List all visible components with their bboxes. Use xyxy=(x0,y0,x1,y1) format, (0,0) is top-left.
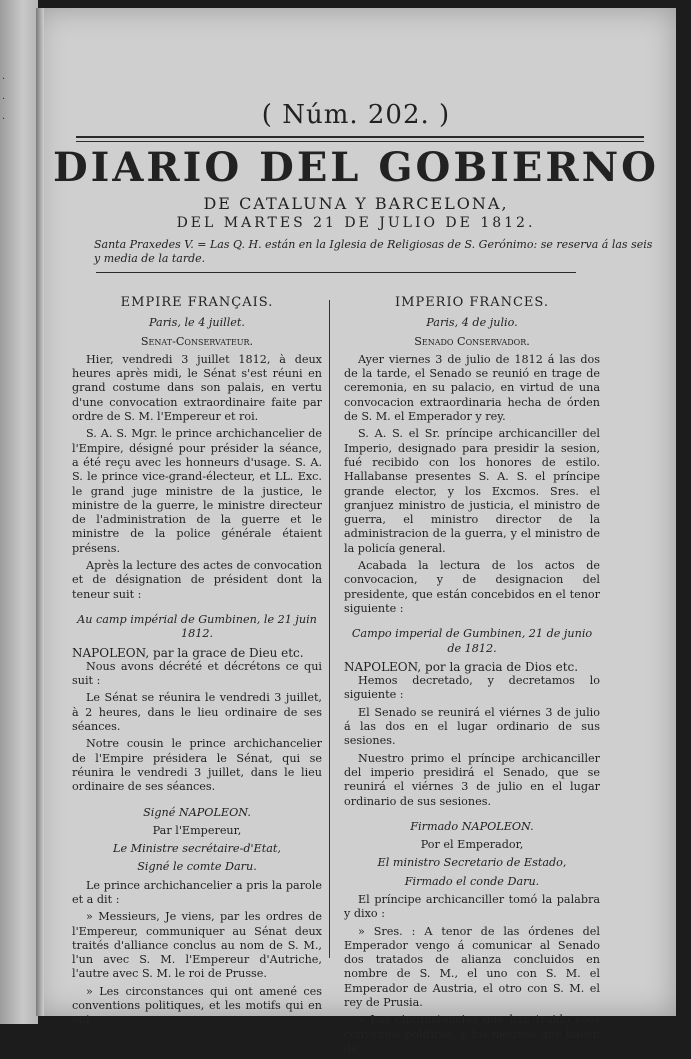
french-paragraph: Hier, vendredi 3 juillet 1812, à deux heures après midi, le Sénat s'est réuni en grand costume dans son palais, en vertu d'une convocation extraordinaire faite par ordre de S. M. l'Empereur et roi. xyxy=(72,352,322,424)
french-paragraph: » Les circonstances qui ont amené ces conventions politiques, et les motifs qui en ont xyxy=(72,984,322,1027)
french-decree-line: Notre cousin le prince archichancelier de l'Empire présidera le Sénat, qui se réunira le vendredi 3 juillet, dans le lieu ordinaire de ses séances. xyxy=(72,737,322,794)
edge-marks: · · · xyxy=(2,74,6,125)
spanish-paragraph: Acabada la lectura de los actos de convocacion, y de designacion del presidente, que están concebidos en el tenor siguiente : xyxy=(344,559,600,615)
spanish-decree-line: El Senado se reunirá el viérnes 3 de julio á las dos en el lugar ordinario de sus sesiones. xyxy=(344,705,600,748)
french-paragraph: Après la lecture des actes de convocation et de désignation de président dont la teneur suit : xyxy=(72,559,322,601)
column-divider xyxy=(329,300,330,958)
spanish-paragraph: » Las circunstancias que han traido esos convenios políticos, y los motivos que hacen de- xyxy=(344,1013,600,1055)
french-decree-head: NAPOLEON, par la grace de Dieu etc. xyxy=(72,645,304,660)
french-paragraph: S. A. S. Mgr. le prince archichancelier de l'Empire, désigné pour présider la séance, a été reçu avec les honneurs d'usage. S. A. S. le prince vice-grand-électeur, et LL. Exc. le grand juge ministre de la justice, le ministre de la guerre, le ministre directeur de l'administration de la guerre et le ministre de la police générale étaient présens. xyxy=(72,427,322,555)
previous-page-edge xyxy=(0,0,38,1024)
french-paragraph: Le prince archichancelier a pris la parole et a dit : xyxy=(72,878,322,906)
issue-number: ( Núm. 202. ) xyxy=(261,100,451,130)
saints-notice: Santa Praxedes V. = Las Q. H. están en la Iglesia de Religiosas de S. Gerónimo: se reserva á las seis y media de la tarde. xyxy=(94,238,653,265)
issue-date: DEL MARTES 21 DE JULIO DE 1812. xyxy=(176,215,536,231)
top-rule xyxy=(76,136,644,138)
french-signed: Signé NAPOLEON. xyxy=(143,805,251,819)
masthead-subtitle: DE CATALUNA Y BARCELONA, xyxy=(203,194,509,213)
spanish-paragraph: S. A. S. el Sr. príncipe archicanciller del Imperio, designado para presidir la sesion, fué recibido con los honores de estilo. Hallabanse presentes S. A. S. el príncipe grande elector, y los Excmos. Sres. el granjuez ministro de justicia, el ministro de guerra, el ministro director de la administracion de la guerra, y el ministro de la policía general. xyxy=(344,427,600,555)
french-decree-line: Nous avons décrété et décrétons ce qui suit : xyxy=(72,659,322,688)
spanish-paragraph: » Sres. : A tenor de las órdenes del Emperador vengo á comunicar al Senado dos tratados de alianza concluidos en nombre de S. M., el uno con S. M. el Emperador de Austria, el otro con S. M. el rey de Prusia. xyxy=(344,924,600,1010)
french-section: Senat-Conservateur. xyxy=(140,334,254,348)
spanish-minister: El ministro Secretario de Estado, xyxy=(377,856,567,870)
spanish-heading: IMPERIO FRANCES. xyxy=(395,295,549,310)
french-paragraph: » Messieurs, Je viens, par les ordres de l'Empereur, communiquer au Sénat deux traités d'alliance conclus au nom de S. M., l'un avec S. M. l'Empereur d'Autriche, l'autre avec S. M. le roi de Prusse. xyxy=(72,910,322,981)
french-decree-line: Le Sénat se réunira le vendredi 3 juillet, à 2 heures, dans le lieu ordinaire de ses séances. xyxy=(72,691,322,734)
french-par: Par l'Empereur, xyxy=(152,823,242,837)
spanish-paragraph: El príncipe archicanciller tomó la palabra y dixo : xyxy=(344,892,600,921)
french-signed-daru: Signé le comte Daru. xyxy=(137,860,257,874)
masthead-title: DIARIO DEL GOBIERNO xyxy=(52,144,660,191)
spanish-decree-line: Nuestro primo el príncipe archicanciller del imperio presidirá el Senado, que se reunirá el viérnes 3 de julio en el lugar ordinario de sus sesiones. xyxy=(344,751,600,808)
spanish-paragraph: Ayer viernes 3 de julio de 1812 á las dos de la tarde, el Senado se reunió en trage de ceremonia, en su palacio, en virtud de una convocacion extraordinaria hecha de órden de S. M. el Emperador y rey. xyxy=(344,352,600,424)
spanish-signed: Firmado NAPOLEON. xyxy=(410,819,534,833)
spanish-decree-line: Hemos decretado, y decretamos lo siguiente : xyxy=(344,674,600,702)
spanish-par: Por el Emperador, xyxy=(420,838,524,852)
french-minister: Le Ministre secrétaire-d'Etat, xyxy=(113,842,281,856)
spanish-dateline: Paris, 4 de julio. xyxy=(426,316,518,330)
french-camp: Au camp impérial de Gumbinen, le 21 juin 1812. xyxy=(77,612,317,641)
newspaper-page xyxy=(36,8,676,1055)
french-column xyxy=(72,296,322,1031)
spanish-camp: Campo imperial de Gumbinen, 21 de junio de 1812. xyxy=(351,627,593,655)
spanish-signed-daru: Firmado el conde Daru. xyxy=(404,874,540,888)
spanish-decree-head: NAPOLEON, por la gracia de Dios etc. xyxy=(344,659,579,674)
top-rule-thin xyxy=(76,141,644,142)
spanish-column xyxy=(344,296,600,1059)
spanish-section: Senado Conservador. xyxy=(414,334,530,348)
french-heading: EMPIRE FRANÇAIS. xyxy=(120,295,274,310)
notice-rule xyxy=(96,272,576,273)
french-dateline: Paris, le 4 juillet. xyxy=(149,316,245,330)
